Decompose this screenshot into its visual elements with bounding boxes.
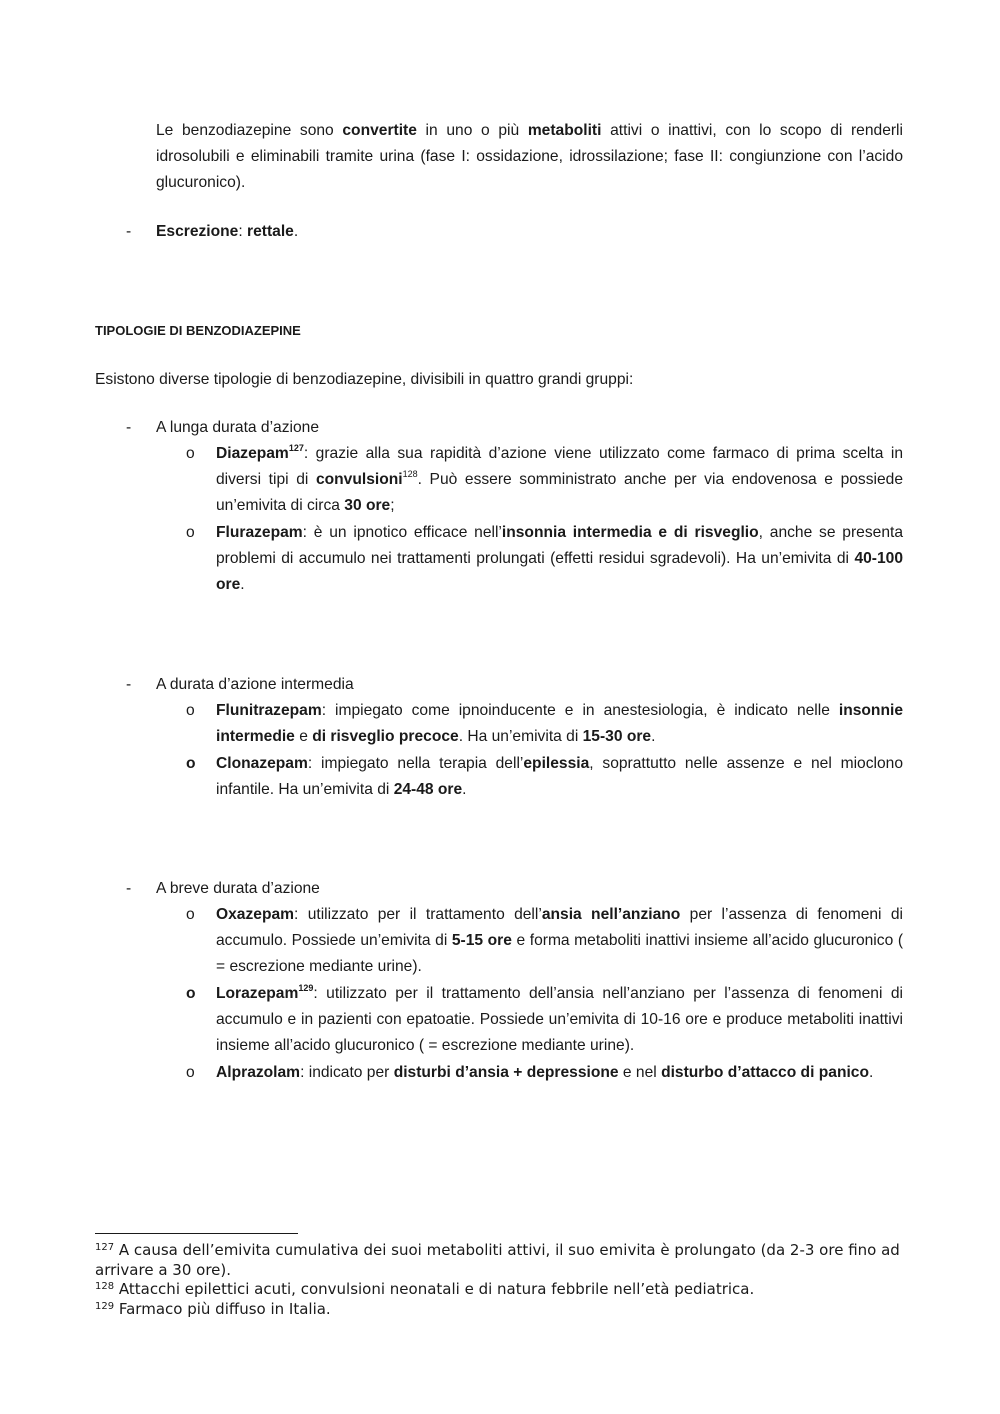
bullet-marker: o — [186, 445, 195, 462]
excretion-dash: - — [126, 223, 132, 240]
text-fragment: Diazepam — [216, 445, 289, 462]
text-fragment: e forma metaboliti inattivi insieme all’acido glucuronico ( = escrezione mediante urine). — [216, 932, 904, 975]
text-fragment: convertite — [342, 122, 417, 139]
item-diazepam — [216, 441, 903, 519]
text-fragment: disturbi d’ansia + depressione — [393, 1064, 619, 1081]
item-clonazepam — [216, 751, 903, 803]
text-fragment: . — [869, 1064, 874, 1081]
footnote-129: $^{129}$ Farmaco più diffuso in Italia. — [95, 1300, 331, 1318]
footnote-128: $^{128}$ Attacchi epilettici acuti, convulsioni neonatali e di natura febbrile nell’età pediatrica. — [95, 1280, 755, 1298]
text-fragment: . Può essere somministrato anche per via endovenosa e possiede un’emivita di circa — [216, 471, 903, 514]
text-fragment: : utilizzato per il trattamento dell’ — [294, 906, 542, 923]
text-fragment: : impiegato nella terapia dell’ — [307, 755, 524, 772]
text-fragment: 15-30 ore — [582, 728, 652, 745]
text-fragment: 30 ore — [344, 497, 391, 514]
text-fragment: 40-100 ore — [216, 550, 903, 593]
item-lorazepam — [216, 981, 903, 1059]
footnote-separator — [95, 1233, 298, 1234]
text-fragment: attivi o inattivi, con lo scopo di renderli idrosolubili e eliminabili tramite urina (fase I: ossidazione, idrossilazione; fase II: congiunzione con l’acido glucuronico). — [156, 122, 903, 191]
text-fragment: Flunitrazepam — [216, 702, 322, 719]
excretion-label: Escrezione — [156, 223, 239, 240]
excretion-line: Escrezione: rettale. — [156, 223, 299, 240]
text-fragment: metaboliti — [527, 122, 602, 139]
group-title-long: A lunga durata d’azione — [156, 419, 319, 436]
text-fragment: Oxazepam — [216, 906, 295, 923]
group-title-short: A breve durata d’azione — [156, 880, 320, 897]
text-fragment: Clonazepam — [216, 755, 308, 772]
text-fragment: ; — [390, 497, 395, 514]
footnote-ref[interactable]: 128 — [402, 469, 418, 479]
text-fragment: , anche se presenta problemi di accumulo nei trattamenti prolungati (effetti residui sgradevoli). Ha un’emivita di — [216, 524, 903, 567]
intro-paragraph — [156, 118, 903, 196]
group-dash: - — [126, 419, 132, 436]
text-fragment: insonnia intermedia e di risveglio — [501, 524, 759, 541]
text-fragment: di risveglio precoce — [312, 728, 459, 745]
bullet-marker: o — [186, 755, 196, 772]
group-dash: - — [126, 676, 132, 693]
bullet-marker: o — [186, 702, 195, 719]
excretion-value: rettale — [247, 223, 294, 240]
text-fragment: e — [294, 728, 313, 745]
footnote-ref[interactable]: 127 — [288, 443, 304, 453]
footnote-ref[interactable]: 129 — [298, 983, 314, 993]
section-intro: Esistono diverse tipologie di benzodiazepine, divisibili in quattro grandi gruppi: — [95, 371, 634, 388]
bullet-marker: o — [186, 906, 195, 923]
text-fragment: e nel — [618, 1064, 662, 1081]
group-title-intermediate: A durata d’azione intermedia — [156, 676, 354, 693]
text-fragment: . — [651, 728, 656, 745]
text-fragment: : impiegato come ipnoinducente e in anestesiologia, è indicato nelle — [321, 702, 839, 719]
item-flunitrazepam — [216, 698, 903, 750]
text-fragment: Lorazepam — [216, 985, 299, 1002]
group-dash: - — [126, 880, 132, 897]
text-fragment: Alprazolam — [216, 1064, 301, 1081]
text-fragment: Le benzodiazepine sono — [156, 122, 343, 139]
text-fragment: . — [462, 781, 467, 798]
text-fragment: : grazie alla sua rapidità d’azione viene utilizzato come farmaco di prima scelta in diversi tipi di — [216, 445, 903, 488]
text-fragment: epilessia — [523, 755, 590, 772]
text-fragment: . Ha un’emivita di — [458, 728, 583, 745]
item-oxazepam — [216, 902, 903, 980]
text-fragment: insonnie intermedie — [216, 702, 903, 745]
bullet-marker: o — [186, 1064, 195, 1081]
bullet-marker: o — [186, 524, 195, 541]
text-fragment: : è un ipnotico efficace nell’ — [302, 524, 502, 541]
text-fragment: ansia nell’anziano — [541, 906, 681, 923]
text-fragment: , soprattutto nelle assenze e nel mioclono infantile. Ha un’emivita di — [216, 755, 903, 798]
section-title: TIPOLOGIE DI BENZODIAZEPINE — [95, 323, 301, 338]
item-alprazolam — [216, 1060, 903, 1086]
text-fragment: : indicato per — [300, 1064, 394, 1081]
text-fragment: convulsioni — [315, 471, 403, 488]
text-fragment: 5-15 ore — [451, 932, 512, 949]
text-fragment: disturbo d’attacco di panico — [661, 1064, 869, 1081]
text-fragment: Flurazepam — [216, 524, 303, 541]
text-fragment: in uno o più — [416, 122, 528, 139]
text-fragment: 24-48 ore — [393, 781, 463, 798]
footnote-127: $^{127}$ A causa dell’emivita cumulativa dei suoi metaboliti attivi, il suo emivita è prolungato (da 2-3 ore fino ad arrivare a 30 ore). — [95, 1241, 900, 1279]
bullet-marker: o — [186, 985, 196, 1002]
text-fragment: : utilizzato per il trattamento dell’ansia nell’anziano per l’assenza di fenomeni di accumulo e in pazienti con epatoatie. Possiede un’emivita di 10-16 ore e produce metaboliti inattivi insieme all’acido glucuronico ( = escrezione mediante urine). — [216, 985, 903, 1054]
item-flurazepam — [216, 520, 903, 598]
text-fragment: per l’assenza di fenomeni di accumulo. Possiede un’emivita di — [216, 906, 903, 949]
text-fragment: . — [240, 576, 245, 593]
